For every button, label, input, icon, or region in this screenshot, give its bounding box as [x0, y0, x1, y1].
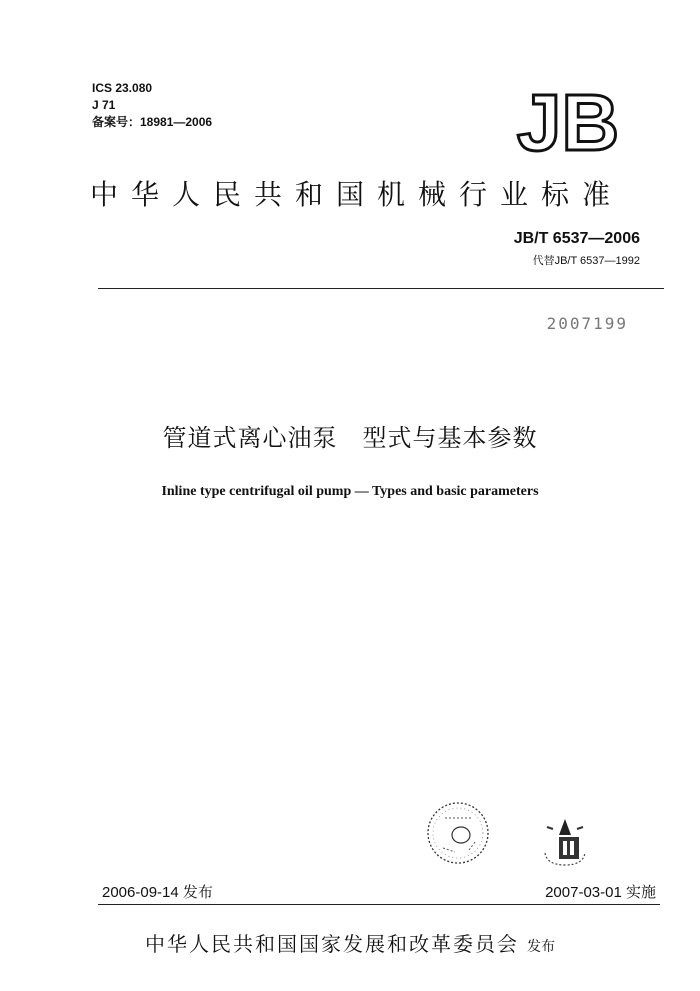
- faint-stamp-text: 2007199: [546, 314, 628, 333]
- standard-number: JB/T 6537—2006: [513, 230, 640, 247]
- title-en: Inline type centrifugal oil pump — Types and basic parameters: [161, 484, 539, 499]
- publisher-emblem: [537, 813, 593, 869]
- issuer-action: 发布: [527, 938, 555, 954]
- ccs-code: J 71: [92, 98, 116, 112]
- jb-logo: [502, 86, 634, 156]
- header-rule: [98, 288, 664, 289]
- footer-rule: [98, 904, 660, 905]
- ics-code: ICS 23.080: [92, 81, 153, 95]
- org-title: 中华人民共和国机械行业标准: [90, 178, 624, 211]
- title-cn: 管道式离心油泵 型式与基本参数: [162, 424, 538, 452]
- svg-text:JB: JB: [516, 86, 620, 156]
- official-seal: [425, 800, 491, 866]
- issuer-name: 中华人民共和国国家发展和改革委员会: [145, 932, 519, 956]
- replaces-standard: 代替JB/T 6537—1992: [532, 255, 640, 267]
- issuer: [0, 928, 700, 957]
- publish-date: 2006-09-14 发布: [102, 884, 213, 901]
- filing-number: 备案号：18981—2006: [92, 115, 213, 129]
- implement-date: 2007-03-01 实施: [545, 884, 656, 901]
